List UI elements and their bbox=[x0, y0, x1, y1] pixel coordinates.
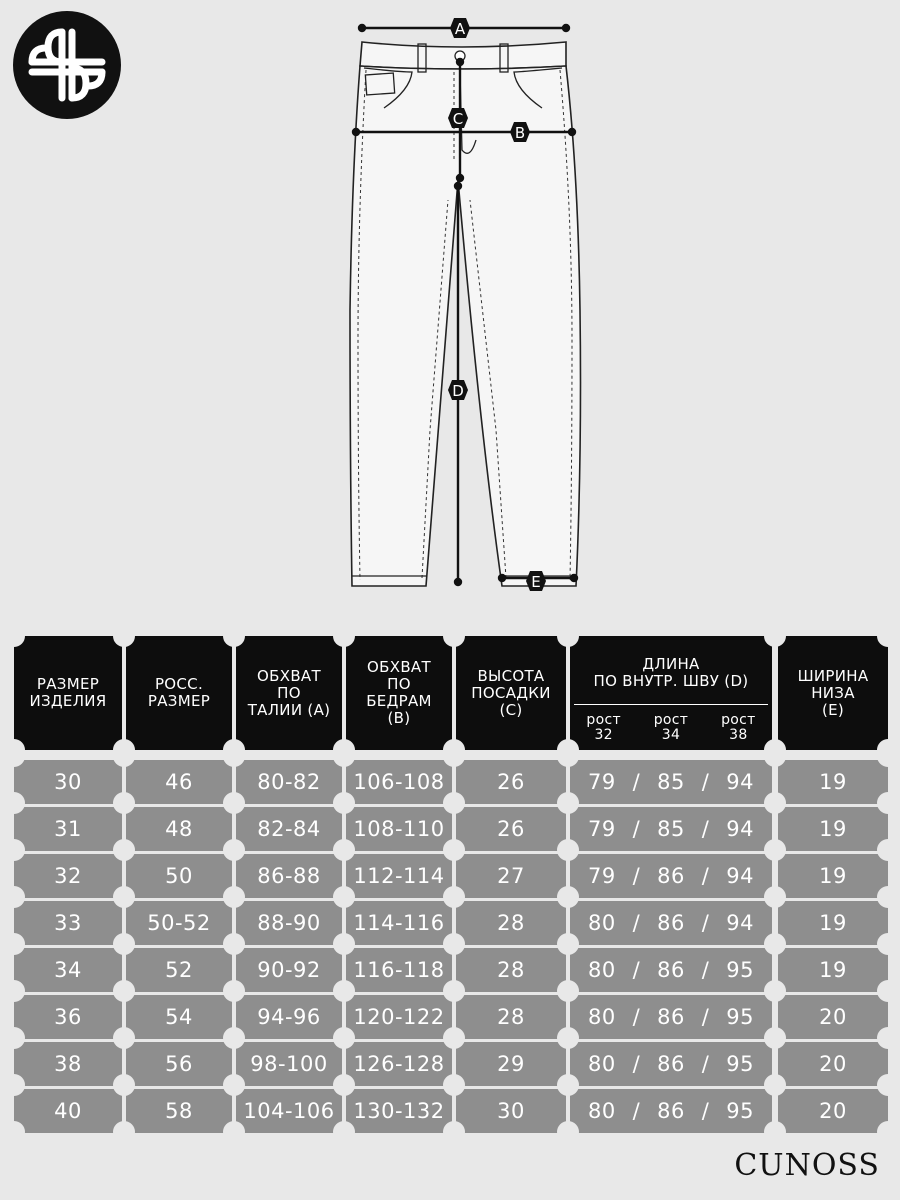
table-notch bbox=[557, 886, 579, 908]
table-notch bbox=[3, 1074, 25, 1096]
table-cell-len bbox=[570, 1042, 772, 1086]
table-cell-waist: 98-100 bbox=[236, 1042, 342, 1086]
length-separator: / bbox=[632, 864, 641, 888]
table-cell-hem: 20 bbox=[778, 1089, 888, 1133]
table-notch bbox=[113, 1121, 135, 1143]
table-notch bbox=[333, 886, 355, 908]
table-cell-len bbox=[570, 760, 772, 804]
table-cell-waist: 104-106 bbox=[236, 1089, 342, 1133]
table-cell-hem: 20 bbox=[778, 1042, 888, 1086]
table-cell-hips: 116-118 bbox=[346, 948, 452, 992]
table-cell-rise: 28 bbox=[456, 995, 566, 1039]
brand-name: CUNOSS bbox=[734, 1148, 880, 1183]
table-notch bbox=[557, 1027, 579, 1049]
length-value: 94 bbox=[726, 911, 754, 935]
table-notch bbox=[3, 980, 25, 1002]
table-notch bbox=[557, 745, 579, 767]
table-cell-hem: 19 bbox=[778, 854, 888, 898]
table-notch bbox=[333, 839, 355, 861]
table-cell-hem: 19 bbox=[778, 760, 888, 804]
table-notch bbox=[3, 745, 25, 767]
table-notch bbox=[113, 839, 135, 861]
table-cell-rise: 30 bbox=[456, 1089, 566, 1133]
header-cell bbox=[456, 636, 566, 750]
table-cell-rise: 26 bbox=[456, 807, 566, 851]
table-notch bbox=[764, 625, 786, 647]
table-notch bbox=[113, 792, 135, 814]
table-cell-ru: 50-52 bbox=[126, 901, 232, 945]
header-cell bbox=[570, 636, 772, 750]
header-label: ОБХВАТ ПО ТАЛИИ (А) bbox=[247, 666, 331, 719]
table-notch bbox=[113, 933, 135, 955]
table-notch bbox=[223, 933, 245, 955]
table-notch bbox=[877, 933, 899, 955]
diagram-marker-b bbox=[510, 122, 530, 142]
header-cell bbox=[778, 636, 888, 750]
table-cell-hips: 112-114 bbox=[346, 854, 452, 898]
table-notch bbox=[443, 1027, 465, 1049]
table-notch bbox=[333, 792, 355, 814]
table-cell-len bbox=[570, 854, 772, 898]
length-value: 94 bbox=[726, 864, 754, 888]
table-cell-ru: 56 bbox=[126, 1042, 232, 1086]
table-cell-ru: 46 bbox=[126, 760, 232, 804]
length-value: 95 bbox=[726, 1099, 754, 1123]
header-label: РОСС. РАЗМЕР bbox=[147, 675, 211, 710]
header-length-title: ДЛИНА ПО ВНУТР. ШВУ (D) bbox=[574, 636, 768, 705]
length-value: 79 bbox=[588, 770, 616, 794]
table-notch bbox=[223, 1027, 245, 1049]
table-notch bbox=[223, 980, 245, 1002]
table-cell-rise: 29 bbox=[456, 1042, 566, 1086]
table-cell-size: 34 bbox=[14, 948, 122, 992]
table-notch bbox=[877, 1027, 899, 1049]
table-notch bbox=[764, 1121, 786, 1143]
length-value: 80 bbox=[588, 958, 616, 982]
header-label: ОБХВАТ ПО БЕДРАМ (B) bbox=[366, 658, 432, 727]
svg-text:B: B bbox=[514, 124, 526, 142]
diagram-marker-a bbox=[450, 18, 470, 38]
length-separator: / bbox=[632, 911, 641, 935]
table-notch bbox=[223, 745, 245, 767]
table-cell-len bbox=[570, 948, 772, 992]
length-separator: / bbox=[701, 1099, 710, 1123]
table-notch bbox=[3, 1027, 25, 1049]
table-notch bbox=[223, 1121, 245, 1143]
table-cell-ru: 50 bbox=[126, 854, 232, 898]
table-cell-len bbox=[570, 901, 772, 945]
table-notch bbox=[877, 745, 899, 767]
table-notch bbox=[223, 839, 245, 861]
header-height-1: рост 34 bbox=[653, 711, 689, 743]
svg-text:C: C bbox=[452, 110, 464, 128]
table-cell-hips: 120-122 bbox=[346, 995, 452, 1039]
length-separator: / bbox=[701, 911, 710, 935]
header-cell bbox=[14, 636, 122, 750]
table-cell-hips: 126-128 bbox=[346, 1042, 452, 1086]
table-notch bbox=[443, 745, 465, 767]
table-notch bbox=[3, 839, 25, 861]
header-height-0: рост 32 bbox=[586, 711, 621, 743]
table-notch bbox=[113, 625, 135, 647]
table-notch bbox=[557, 933, 579, 955]
table-notch bbox=[223, 1074, 245, 1096]
table-notch bbox=[3, 933, 25, 955]
length-separator: / bbox=[632, 817, 641, 841]
table-cell-size: 40 bbox=[14, 1089, 122, 1133]
table-notch bbox=[223, 886, 245, 908]
table-notch bbox=[113, 980, 135, 1002]
table-cell-waist: 82-84 bbox=[236, 807, 342, 851]
table-notch bbox=[443, 933, 465, 955]
svg-text:A: A bbox=[454, 20, 466, 38]
length-separator: / bbox=[632, 958, 641, 982]
table-cell-hem: 19 bbox=[778, 901, 888, 945]
table-notch bbox=[333, 745, 355, 767]
table-notch bbox=[3, 886, 25, 908]
table-notch bbox=[443, 1121, 465, 1143]
table-notch bbox=[557, 839, 579, 861]
table-cell-ru: 54 bbox=[126, 995, 232, 1039]
table-notch bbox=[764, 745, 786, 767]
table-notch bbox=[113, 886, 135, 908]
table-cell-size: 33 bbox=[14, 901, 122, 945]
table-notch bbox=[877, 792, 899, 814]
length-value: 85 bbox=[657, 817, 685, 841]
table-cell-waist: 86-88 bbox=[236, 854, 342, 898]
table-notch bbox=[877, 839, 899, 861]
table-notch bbox=[333, 625, 355, 647]
length-value: 95 bbox=[726, 958, 754, 982]
length-separator: / bbox=[701, 864, 710, 888]
svg-text:D: D bbox=[452, 382, 464, 400]
table-cell-len bbox=[570, 807, 772, 851]
length-value: 85 bbox=[657, 770, 685, 794]
length-value: 86 bbox=[657, 911, 685, 935]
table-notch bbox=[333, 980, 355, 1002]
table-notch bbox=[877, 1074, 899, 1096]
table-notch bbox=[3, 625, 25, 647]
header-label: ШИРИНА НИЗА (Е) bbox=[797, 666, 869, 719]
table-cell-rise: 28 bbox=[456, 948, 566, 992]
table-notch bbox=[223, 625, 245, 647]
table-notch bbox=[113, 1027, 135, 1049]
table-notch bbox=[443, 886, 465, 908]
table-notch bbox=[3, 1121, 25, 1143]
table-notch bbox=[443, 1074, 465, 1096]
table-cell-size: 32 bbox=[14, 854, 122, 898]
table-cell-rise: 26 bbox=[456, 760, 566, 804]
table-notch bbox=[443, 980, 465, 1002]
table-cell-size: 30 bbox=[14, 760, 122, 804]
table-notch bbox=[764, 980, 786, 1002]
table-notch bbox=[443, 839, 465, 861]
length-value: 80 bbox=[588, 1052, 616, 1076]
length-separator: / bbox=[701, 770, 710, 794]
table-notch bbox=[764, 792, 786, 814]
table-notch bbox=[877, 625, 899, 647]
length-separator: / bbox=[632, 770, 641, 794]
length-value: 94 bbox=[726, 770, 754, 794]
table-notch bbox=[764, 886, 786, 908]
svg-text:E: E bbox=[531, 573, 541, 591]
length-value: 86 bbox=[657, 1052, 685, 1076]
length-separator: / bbox=[632, 1052, 641, 1076]
table-cell-size: 38 bbox=[14, 1042, 122, 1086]
table-notch bbox=[443, 625, 465, 647]
cunoss-logo-icon bbox=[12, 10, 122, 120]
length-separator: / bbox=[701, 1005, 710, 1029]
table-cell-waist: 88-90 bbox=[236, 901, 342, 945]
table-cell-ru: 52 bbox=[126, 948, 232, 992]
length-separator: / bbox=[701, 958, 710, 982]
length-value: 80 bbox=[588, 1099, 616, 1123]
table-notch bbox=[333, 1121, 355, 1143]
table-notch bbox=[113, 1074, 135, 1096]
table-notch bbox=[3, 792, 25, 814]
length-separator: / bbox=[632, 1099, 641, 1123]
length-value: 80 bbox=[588, 911, 616, 935]
header-height-2: рост 38 bbox=[721, 711, 756, 743]
length-value: 80 bbox=[588, 1005, 616, 1029]
table-cell-hips: 108-110 bbox=[346, 807, 452, 851]
table-notch bbox=[113, 745, 135, 767]
table-cell-rise: 28 bbox=[456, 901, 566, 945]
table-notch bbox=[764, 933, 786, 955]
table-notch bbox=[333, 1027, 355, 1049]
jeans-diagram bbox=[330, 10, 590, 600]
table-cell-hips: 106-108 bbox=[346, 760, 452, 804]
header-cell bbox=[126, 636, 232, 750]
diagram-marker-d bbox=[448, 380, 468, 400]
table-cell-hem: 20 bbox=[778, 995, 888, 1039]
table-notch bbox=[557, 980, 579, 1002]
table-notch bbox=[877, 886, 899, 908]
length-separator: / bbox=[632, 1005, 641, 1029]
length-value: 86 bbox=[657, 864, 685, 888]
table-cell-waist: 90-92 bbox=[236, 948, 342, 992]
table-notch bbox=[333, 933, 355, 955]
length-value: 95 bbox=[726, 1052, 754, 1076]
table-cell-waist: 94-96 bbox=[236, 995, 342, 1039]
table-notch bbox=[877, 980, 899, 1002]
table-cell-hips: 130-132 bbox=[346, 1089, 452, 1133]
table-notch bbox=[764, 839, 786, 861]
table-cell-ru: 48 bbox=[126, 807, 232, 851]
header-cell bbox=[236, 636, 342, 750]
table-cell-len bbox=[570, 995, 772, 1039]
table-notch bbox=[333, 1074, 355, 1096]
table-cell-hem: 19 bbox=[778, 807, 888, 851]
table-notch bbox=[877, 1121, 899, 1143]
length-value: 79 bbox=[588, 864, 616, 888]
table-notch bbox=[557, 1074, 579, 1096]
header-cell bbox=[346, 636, 452, 750]
table-notch bbox=[223, 792, 245, 814]
length-value: 86 bbox=[657, 958, 685, 982]
diagram-marker-c bbox=[448, 108, 468, 128]
table-cell-waist: 80-82 bbox=[236, 760, 342, 804]
table-notch bbox=[764, 1027, 786, 1049]
table-cell-hips: 114-116 bbox=[346, 901, 452, 945]
table-cell-len bbox=[570, 1089, 772, 1133]
table-cell-size: 36 bbox=[14, 995, 122, 1039]
length-value: 95 bbox=[726, 1005, 754, 1029]
length-value: 86 bbox=[657, 1099, 685, 1123]
length-value: 86 bbox=[657, 1005, 685, 1029]
table-notch bbox=[443, 792, 465, 814]
table-cell-size: 31 bbox=[14, 807, 122, 851]
table-notch bbox=[557, 625, 579, 647]
length-separator: / bbox=[701, 817, 710, 841]
header-label: РАЗМЕР ИЗДЕЛИЯ bbox=[29, 675, 107, 710]
length-value: 79 bbox=[588, 817, 616, 841]
table-cell-ru: 58 bbox=[126, 1089, 232, 1133]
length-separator: / bbox=[701, 1052, 710, 1076]
length-value: 94 bbox=[726, 817, 754, 841]
diagram-marker-e bbox=[526, 571, 546, 591]
table-cell-hem: 19 bbox=[778, 948, 888, 992]
table-notch bbox=[557, 1121, 579, 1143]
table-notch bbox=[557, 792, 579, 814]
table-cell-rise: 27 bbox=[456, 854, 566, 898]
table-notch bbox=[764, 1074, 786, 1096]
header-label: ВЫСОТА ПОСАДКИ (С) bbox=[471, 666, 551, 719]
